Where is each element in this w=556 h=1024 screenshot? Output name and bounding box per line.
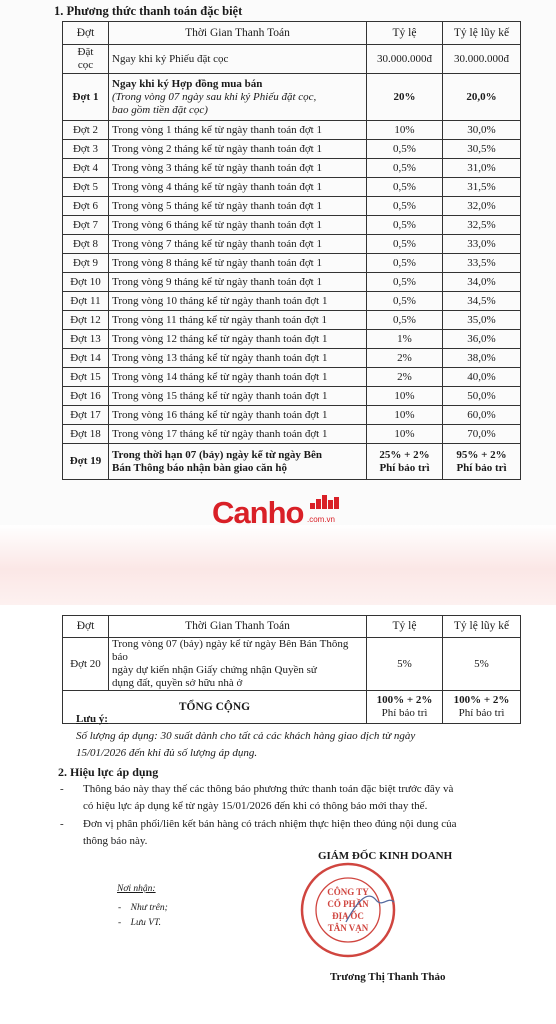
cell-rate: 0,5% [367,197,443,216]
table-row [63,140,521,159]
cell-rate: 0,5% [367,178,443,197]
bullet-dash: - [118,918,131,928]
time-line-1: Trong thời hạn 07 (bảy) ngày kể từ ngày Bên [112,448,323,461]
cell-rate: 2% [367,368,443,387]
cell-time: Trong vòng 4 tháng kể từ ngày thanh toán đợt 1 [109,178,367,197]
rate-line-1: 25% + 2% [379,448,430,461]
table-row-dot20 [63,638,521,691]
note-line-2: 15/01/2026 đến khi đủ số lượng áp dụng. [76,747,258,759]
section-2-title: 2. Hiệu lực áp dụng [58,765,159,779]
phase-line-1: Đặt [77,46,94,58]
cell-time: Trong vòng 8 tháng kể từ ngày thanh toán đợt 1 [109,254,367,273]
cell-cumulative: 33,5% [443,254,521,273]
cell-phase: Đợt 3 [63,140,109,159]
cum-line-1: 95% + 2% [456,448,507,461]
bullet-text-line-1: Đơn vị phân phối/liên kết bán hàng có trách nhiệm thực hiện theo đúng nội dung của [83,818,457,830]
cell-cumulative: 35,0% [443,311,521,330]
table-header-row [63,22,521,45]
cell-cumulative: 31,5% [443,178,521,197]
payment-schedule-table-continued [62,615,521,724]
cum-line-2: Phí bảo trì [458,707,505,719]
cell-rate: 0,5% [367,292,443,311]
cell-time [109,444,367,480]
cell-rate: 10% [367,121,443,140]
table-row-total [63,691,521,724]
cell-rate: 10% [367,387,443,406]
cell-rate: 5% [367,638,443,691]
cell-phase: Đợt 13 [63,330,109,349]
cell-rate: 30.000.000đ [367,45,443,74]
header-phase: Đợt [63,22,109,45]
rate-line-2: Phí bảo trì [381,707,428,719]
cell-rate: 10% [367,406,443,425]
time-line-2: ngày dự kiến nhận Giấy chứng nhận Quyền sử [112,664,317,676]
cell-phase: Đợt 9 [63,254,109,273]
company-stamp [298,860,398,960]
header-rate: Tỷ lệ [367,22,443,45]
total-label: TỔNG CỘNG [63,691,367,724]
bullet-text-line-2: thông báo này. [83,835,148,847]
table-row-dot19 [63,444,521,480]
table-row [63,121,521,140]
cell-cumulative: 30,0% [443,121,521,140]
stamp-line-4: TÂN VẠN [327,923,369,933]
cell-rate: 1% [367,330,443,349]
cell-cumulative: 32,5% [443,216,521,235]
cell-time: Trong vòng 5 tháng kể từ ngày thanh toán đợt 1 [109,197,367,216]
table-row [63,330,521,349]
signer-name: Trương Thị Thanh Thảo [330,971,446,983]
table-row [63,349,521,368]
payment-schedule-table [62,21,521,480]
header-time: Thời Gian Thanh Toán [109,22,367,45]
cell-time: Trong vòng 2 tháng kể từ ngày thanh toán đợt 1 [109,140,367,159]
recipient-2-text: Lưu VT. [130,918,162,928]
cell-phase: Đợt 12 [63,311,109,330]
cell-cumulative: 31,0% [443,159,521,178]
cell-rate [367,444,443,480]
cell-rate: 20% [367,74,443,121]
cell-phase: Đợt 18 [63,425,109,444]
stamp-line-3: ĐỊA ỐC [332,911,364,921]
stamp-line-2: CỔ PHẦN [327,899,369,909]
cell-time: Ngay khi ký Phiếu đặt cọc [109,45,367,74]
cell-time: Trong vòng 3 tháng kể từ ngày thanh toán đợt 1 [109,159,367,178]
cell-time: Trong vòng 11 tháng kể từ ngày thanh toán đợt 1 [109,311,367,330]
table-row [63,178,521,197]
total-rate [367,691,443,724]
bullet-text-line-2: có hiệu lực áp dụng kể từ ngày 15/01/2026 đến khi có thông báo mới thay thế. [83,800,428,812]
time-line-1: Trong vòng 07 (bảy) ngày kể từ ngày Bên Bán Thông báo [112,638,349,663]
recipient-2 [118,918,161,928]
cell-time: Trong vòng 17 tháng kể từ ngày thanh toán đợt 1 [109,425,367,444]
time-main: Ngay khi ký Hợp đồng mua bán [112,77,263,90]
table-row [63,406,521,425]
cell-time: Trong vòng 6 tháng kể từ ngày thanh toán đợt 1 [109,216,367,235]
cell-cumulative: 34,5% [443,292,521,311]
effect-bullet-2 [60,816,540,850]
table-row [63,254,521,273]
cell-phase: Đợt 19 [63,444,109,480]
bullet-dash: - [118,903,131,913]
cum-line-1: 100% + 2% [453,694,510,706]
total-cumulative [443,691,521,724]
cell-phase: Đợt 16 [63,387,109,406]
table-row [63,235,521,254]
cell-phase: Đợt 6 [63,197,109,216]
time-line-3: dụng đất, quyền sở hữu nhà ở [112,677,243,689]
cell-time [109,74,367,121]
cell-cumulative: 33,0% [443,235,521,254]
cell-time: Trong vòng 9 tháng kể từ ngày thanh toán đợt 1 [109,273,367,292]
note-line-1: Số lượng áp dụng: 30 suất dành cho tất cả các khách hàng giao dịch từ ngày [76,730,416,742]
bullet-dash: - [60,783,64,795]
watermark-domain: .com.vn [307,515,336,524]
header-phase: Đợt [63,616,109,638]
cell-cumulative [443,444,521,480]
effect-bullet-1 [60,781,540,815]
cell-phase: Đợt 15 [63,368,109,387]
cell-rate: 0,5% [367,216,443,235]
cell-rate: 0,5% [367,140,443,159]
section-1-title: 1. Phương thức thanh toán đặc biệt [54,4,243,18]
time-line-2: Bán Thông báo nhận bàn giao căn hộ [112,461,287,474]
stamp-line-1: CÔNG TY [327,887,369,897]
time-note-1: (Trong vòng 07 ngày sau khi ký Phiếu đặt cọc, [112,90,317,103]
cell-rate: 0,5% [367,254,443,273]
recipients-label: Nơi nhận: [117,884,156,894]
rate-line-1: 100% + 2% [376,694,433,706]
table-row [63,387,521,406]
recipient-1-text: Như trên; [130,903,168,913]
cell-rate: 10% [367,425,443,444]
cell-cumulative: 5% [443,638,521,691]
cell-cumulative: 36,0% [443,330,521,349]
cell-phase: Đợt 17 [63,406,109,425]
cell-rate: 0,5% [367,311,443,330]
bullet-text-line-1: Thông báo này thay thế các thông báo phương thức thanh toán đặc biệt trước đây và [83,783,454,795]
cell-cumulative: 20,0% [443,74,521,121]
time-note-2: bao gồm tiền đặt cọc) [112,103,208,116]
building-bars-icon [310,491,346,505]
cell-phase: Đợt 8 [63,235,109,254]
header-cumulative: Tỷ lệ lũy kế [443,616,521,638]
cell-phase: Đợt 14 [63,349,109,368]
cell-phase: Đợt 20 [63,638,109,691]
document-page-2 [0,605,556,1024]
cell-phase: Đợt 5 [63,178,109,197]
cell-cumulative: 30,5% [443,140,521,159]
table-row [63,368,521,387]
table-row [63,425,521,444]
cell-time: Trong vòng 1 tháng kể từ ngày thanh toán đợt 1 [109,121,367,140]
watermark-brand: Canho [212,495,304,530]
cell-rate: 2% [367,349,443,368]
cell-cumulative: 60,0% [443,406,521,425]
cell-phase: Đợt 11 [63,292,109,311]
cum-line-2: Phí bảo trì [456,461,507,474]
cell-phase: Đợt 10 [63,273,109,292]
cell-phase: Đợt 7 [63,216,109,235]
recipient-1 [118,903,168,913]
phase-line-2: cọc [77,59,94,71]
cell-time: Trong vòng 16 tháng kể từ ngày thanh toán đợt 1 [109,406,367,425]
table-header-row [63,616,521,638]
rate-line-2: Phí bảo trì [379,461,430,474]
cell-phase: Đợt 4 [63,159,109,178]
cell-cumulative: 70,0% [443,425,521,444]
cell-time: Trong vòng 10 tháng kể từ ngày thanh toán đợt 1 [109,292,367,311]
cell-phase [63,45,109,74]
cell-time: Trong vòng 12 tháng kể từ ngày thanh toán đợt 1 [109,330,367,349]
table-row [63,216,521,235]
cell-time: Trong vòng 14 tháng kể từ ngày thanh toán đợt 1 [109,368,367,387]
cell-time: Trong vòng 15 tháng kể từ ngày thanh toán đợt 1 [109,387,367,406]
cell-phase: Đợt 2 [63,121,109,140]
cell-cumulative: 40,0% [443,368,521,387]
header-rate: Tỷ lệ [367,616,443,638]
table-row-dot1 [63,74,521,121]
bullet-dash: - [60,818,64,830]
cell-cumulative: 34,0% [443,273,521,292]
table-row [63,197,521,216]
cell-rate: 0,5% [367,159,443,178]
cell-phase: Đợt 1 [63,74,109,121]
canho-watermark-logo [210,495,346,531]
table-row [63,292,521,311]
cell-rate: 0,5% [367,273,443,292]
header-cumulative: Tỷ lệ lũy kế [443,22,521,45]
note-label: Lưu ý: [76,713,108,725]
table-row [63,159,521,178]
table-row [63,311,521,330]
cell-cumulative: 38,0% [443,349,521,368]
cell-cumulative: 50,0% [443,387,521,406]
cell-rate: 0,5% [367,235,443,254]
cell-cumulative: 32,0% [443,197,521,216]
header-time: Thời Gian Thanh Toán [109,616,367,638]
cell-time: Trong vòng 13 tháng kể từ ngày thanh toán đợt 1 [109,349,367,368]
page-gap [0,525,556,605]
signature-title: GIÁM ĐỐC KINH DOANH [318,850,453,862]
table-row-deposit [63,45,521,74]
cell-time [109,638,367,691]
table-row [63,273,521,292]
cell-time: Trong vòng 7 tháng kể từ ngày thanh toán đợt 1 [109,235,367,254]
cell-cumulative: 30.000.000đ [443,45,521,74]
